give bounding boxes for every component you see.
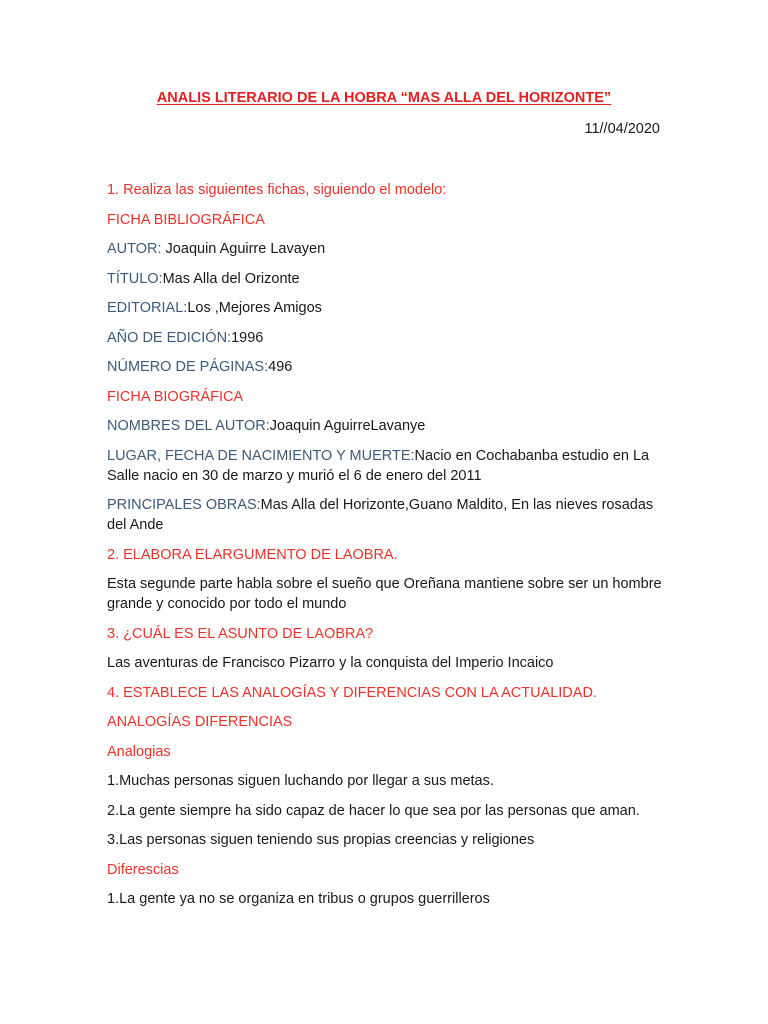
field-label: TÍTULO: — [107, 270, 163, 287]
field-nombres-autor — [107, 416, 667, 436]
field-label: LUGAR, FECHA DE NACIMIENTO Y MUERTE: — [107, 447, 415, 464]
field-label: PRINCIPALES OBRAS: — [107, 497, 261, 513]
field-anio-edicion — [107, 328, 667, 348]
analogia-item: 2.La gente siempre ha sido capaz de hacer lo que sea por las personas que aman. — [107, 802, 640, 819]
field-titulo — [107, 269, 667, 289]
ficha-bibliografica-heading: FICHA BIBLIOGRÁFICA — [107, 211, 265, 228]
field-principales-obras — [107, 495, 667, 535]
analogia-item: 3.Las personas siguen teniendo sus propias creencias y religiones — [107, 832, 535, 848]
field-lugar-fecha — [107, 446, 667, 486]
analogia-item: 1.Muchas personas siguen luchando por llegar a sus metas. — [107, 773, 494, 789]
document-title: ANALIS LITERARIO DE LA HOBRA “MAS ALLA DEL HORIZONTE” — [156, 90, 612, 106]
section-3-text: Las aventuras de Francisco Pizarro y la conquista del Imperio Incaico — [107, 655, 554, 671]
field-value: Joaquin Aguirre Lavayen — [161, 241, 326, 257]
field-value: Nacio en Cochabanba estudio en La Salle nacio en 30 de marzo y murió el 6 de enero del 2011 — [107, 447, 650, 484]
field-value: 496 — [268, 359, 293, 375]
section-4-heading: 4. ESTABLECE LAS ANALOGÍAS Y DIFERENCIAS CON LA ACTUALIDAD. — [107, 684, 597, 701]
field-label: EDITORIAL: — [107, 300, 188, 316]
field-value: 1996 — [231, 329, 264, 346]
field-label: AÑO DE EDICIÓN: — [107, 329, 232, 346]
field-value: Mas Alla del Orizonte — [162, 270, 300, 287]
field-autor — [107, 239, 667, 259]
field-value: Joaquin AguirreLavanye — [269, 418, 426, 434]
section-2-heading: 2. ELABORA ELARGUMENTO DE LAOBRA. — [107, 546, 398, 563]
field-label: NÚMERO DE PÁGINAS: — [107, 359, 269, 375]
field-label: NOMBRES DEL AUTOR: — [107, 418, 270, 434]
section-2-text: Esta segunde parte habla sobre el sueño que Oreñana mantiene sobre ser un hombre grande y conocido por todo el mundo — [107, 576, 662, 612]
field-editorial — [107, 298, 667, 318]
diferencia-item: 1.La gente ya no se organiza en tribus o grupos guerrilleros — [107, 891, 490, 907]
document-body — [107, 180, 667, 919]
ficha-biografica-heading: FICHA BIOGRÁFICA — [107, 388, 244, 405]
field-value: Mas Alla del Horizonte,Guano Maldito, En las nieves rosadas del Ande — [107, 497, 654, 533]
field-label: AUTOR: — [107, 241, 162, 257]
field-value: Los ,Mejores Amigos — [187, 300, 322, 316]
section-4-subheading: ANALOGÍAS DIFERENCIAS — [107, 714, 293, 730]
diferencias-heading: Diferescias — [107, 861, 179, 878]
analogias-heading: Analogias — [107, 743, 171, 760]
field-numero-paginas — [107, 357, 667, 377]
section-3-heading: 3. ¿CUÁL ES EL ASUNTO DE LAOBRA? — [107, 625, 374, 642]
section-1-heading: 1. Realiza las siguientes fichas, siguiendo el modelo: — [107, 182, 447, 198]
document-date: 11//04/2020 — [584, 121, 660, 137]
